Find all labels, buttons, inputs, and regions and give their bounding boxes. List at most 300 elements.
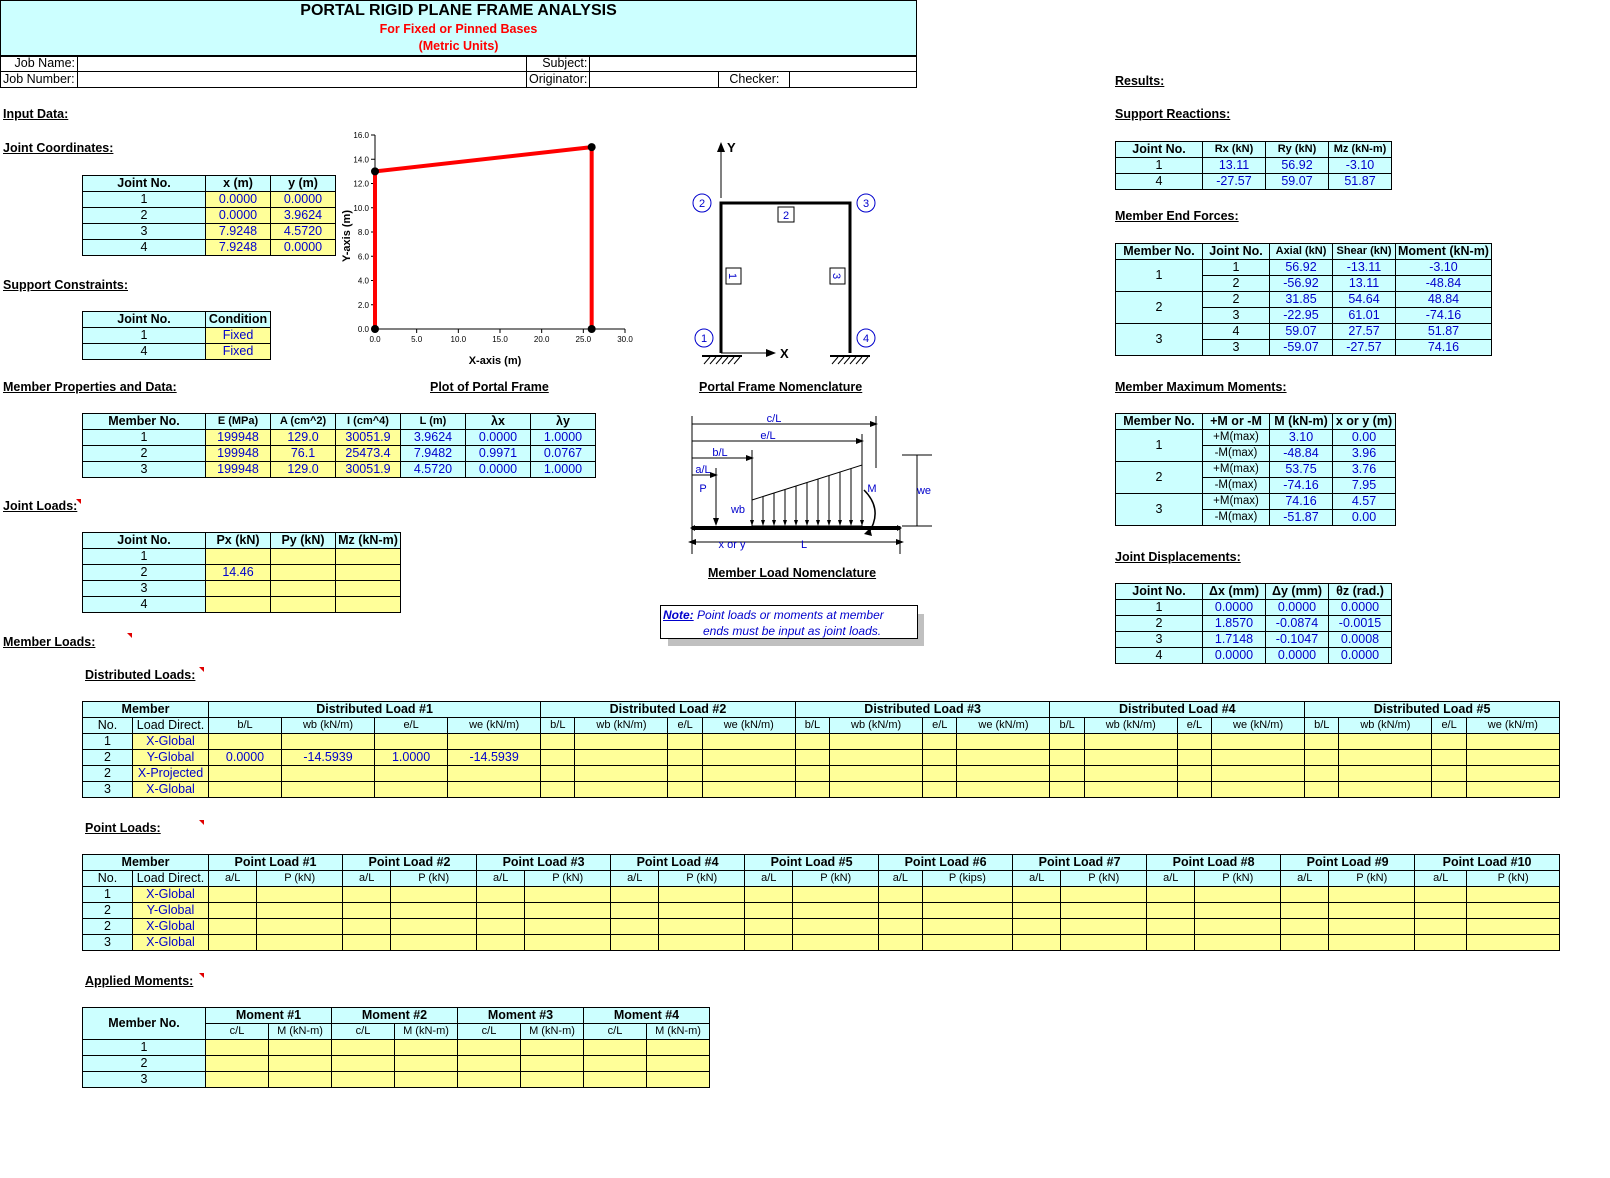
- moment-input[interactable]: [206, 1040, 269, 1056]
- load-input[interactable]: [282, 782, 375, 798]
- moment-input[interactable]: [521, 1056, 584, 1072]
- comment-flag[interactable]: [76, 499, 81, 504]
- distributed-loads-table: [82, 701, 1560, 798]
- point-loads-table: [82, 854, 1560, 951]
- x-input[interactable]: 7.9248: [206, 224, 271, 240]
- load-input[interactable]: [209, 782, 282, 798]
- load-input[interactable]: [702, 734, 795, 750]
- load-input[interactable]: [391, 919, 477, 935]
- mz-input[interactable]: [336, 549, 401, 565]
- load-input[interactable]: [209, 903, 257, 919]
- load-input[interactable]: [391, 903, 477, 919]
- wb-label: wb: [730, 504, 746, 516]
- load-input[interactable]: [611, 935, 659, 951]
- load-input[interactable]: [343, 887, 391, 903]
- load-input[interactable]: -14.5939: [282, 750, 375, 766]
- load-input[interactable]: [257, 903, 343, 919]
- sub-header: a/L: [209, 871, 257, 887]
- load-input[interactable]: [923, 750, 957, 766]
- load-input[interactable]: [923, 782, 957, 798]
- load-input[interactable]: [575, 766, 668, 782]
- load-input[interactable]: [375, 734, 448, 750]
- load-input[interactable]: [1432, 766, 1466, 782]
- moment-input[interactable]: [584, 1072, 647, 1088]
- load-input[interactable]: [1061, 919, 1147, 935]
- load-input[interactable]: [611, 919, 659, 935]
- moment-input[interactable]: [269, 1072, 332, 1088]
- moment-value: -74.16: [1270, 478, 1333, 494]
- load-input[interactable]: [1329, 935, 1415, 951]
- load-input[interactable]: [477, 903, 525, 919]
- moment-input[interactable]: [521, 1072, 584, 1088]
- load-input[interactable]: [793, 903, 879, 919]
- load-input[interactable]: [1432, 750, 1466, 766]
- a-input[interactable]: 129.0: [271, 462, 336, 478]
- condition-select[interactable]: Fixed: [206, 344, 271, 360]
- load-input[interactable]: [1281, 903, 1329, 919]
- y-input[interactable]: 4.5720: [271, 224, 336, 240]
- load-input[interactable]: [575, 750, 668, 766]
- col-header: Load Direct.: [133, 718, 209, 734]
- length-value: 7.9482: [401, 446, 466, 462]
- load-input[interactable]: [702, 782, 795, 798]
- load-input[interactable]: [659, 935, 745, 951]
- load-input[interactable]: [745, 935, 793, 951]
- member-no: 2: [1116, 292, 1203, 324]
- load-input[interactable]: [1084, 750, 1177, 766]
- load-input[interactable]: [668, 734, 702, 750]
- comment-flag[interactable]: [199, 667, 204, 672]
- col-header: Mz (kN-m): [336, 533, 401, 549]
- load-input[interactable]: [1177, 766, 1211, 782]
- load-input[interactable]: [1467, 887, 1560, 903]
- load-input[interactable]: [525, 903, 611, 919]
- load-input[interactable]: [1013, 919, 1061, 935]
- load-input[interactable]: [1466, 782, 1559, 798]
- moment-input[interactable]: [458, 1056, 521, 1072]
- moment-input[interactable]: [395, 1056, 458, 1072]
- i-input[interactable]: 25473.4: [336, 446, 401, 462]
- moment-input[interactable]: [332, 1056, 395, 1072]
- load-input[interactable]: [957, 766, 1050, 782]
- load-input[interactable]: [209, 919, 257, 935]
- load-input[interactable]: [830, 782, 923, 798]
- load-input[interactable]: [1305, 782, 1339, 798]
- load-direction-select[interactable]: X-Projected: [133, 766, 209, 782]
- load-input[interactable]: [1415, 935, 1467, 951]
- load-input[interactable]: [793, 919, 879, 935]
- load-input[interactable]: [1305, 734, 1339, 750]
- sub-header: c/L: [332, 1024, 395, 1040]
- condition-select[interactable]: Fixed: [206, 328, 271, 344]
- load-input[interactable]: [668, 766, 702, 782]
- load-input[interactable]: [745, 903, 793, 919]
- load-input[interactable]: [1281, 887, 1329, 903]
- location-value: 7.95: [1333, 478, 1396, 494]
- load-input[interactable]: [1050, 782, 1084, 798]
- load-input[interactable]: [745, 919, 793, 935]
- length-value: 4.5720: [401, 462, 466, 478]
- e-input[interactable]: 199948: [206, 446, 271, 462]
- moment-input[interactable]: [206, 1056, 269, 1072]
- col-header: Px (kN): [206, 533, 271, 549]
- load-input[interactable]: [209, 766, 282, 782]
- load-input[interactable]: [1084, 782, 1177, 798]
- load-input[interactable]: [477, 935, 525, 951]
- load-direction-select[interactable]: X-Global: [133, 887, 209, 903]
- comment-flag[interactable]: [199, 820, 204, 825]
- load-input[interactable]: [448, 766, 541, 782]
- load-input[interactable]: [209, 734, 282, 750]
- job-info-table: [0, 55, 917, 88]
- mz-input[interactable]: [336, 565, 401, 581]
- load-input[interactable]: [1212, 782, 1305, 798]
- load-input[interactable]: [795, 766, 829, 782]
- load-input[interactable]: [1177, 782, 1211, 798]
- load-input[interactable]: [1329, 919, 1415, 935]
- moment-input[interactable]: [584, 1056, 647, 1072]
- load-input[interactable]: [1339, 750, 1432, 766]
- plot-title: Plot of Portal Frame: [430, 380, 549, 394]
- checker-field[interactable]: [790, 72, 917, 88]
- moment-value: -51.87: [1270, 510, 1333, 526]
- py-input[interactable]: [271, 565, 336, 581]
- load-input[interactable]: [525, 935, 611, 951]
- job-number-field[interactable]: [78, 72, 527, 88]
- load-input[interactable]: [1467, 935, 1560, 951]
- load-input[interactable]: [1084, 766, 1177, 782]
- mz-input[interactable]: [336, 597, 401, 613]
- moment-input[interactable]: [458, 1072, 521, 1088]
- member-properties-heading: Member Properties and Data:: [3, 380, 177, 394]
- load-input[interactable]: [1013, 887, 1061, 903]
- sub-header: wb (kN/m): [282, 718, 375, 734]
- load-input[interactable]: [1339, 766, 1432, 782]
- load-input[interactable]: [375, 766, 448, 782]
- load-input[interactable]: [1339, 782, 1432, 798]
- moment-input[interactable]: [458, 1040, 521, 1056]
- load-input[interactable]: [477, 887, 525, 903]
- load-input[interactable]: [257, 887, 343, 903]
- moment-input[interactable]: [332, 1040, 395, 1056]
- load-input[interactable]: [1415, 919, 1467, 935]
- load-input[interactable]: [1466, 734, 1559, 750]
- joint-no: 1: [83, 328, 206, 344]
- load-input[interactable]: [611, 903, 659, 919]
- load-input[interactable]: [1467, 919, 1560, 935]
- load-input[interactable]: [702, 750, 795, 766]
- group-header: Point Load #6: [879, 855, 1013, 871]
- sub-header: we (kN/m): [1466, 718, 1559, 734]
- lambda-y-value: 1.0000: [531, 462, 596, 478]
- x-input[interactable]: 7.9248: [206, 240, 271, 256]
- load-input[interactable]: [1432, 782, 1466, 798]
- col-header: Member: [83, 702, 209, 718]
- load-input[interactable]: [957, 782, 1050, 798]
- member-label: 1: [726, 272, 738, 280]
- load-input[interactable]: [1177, 734, 1211, 750]
- col-header: Joint No.: [1116, 584, 1203, 600]
- x-input[interactable]: 0.0000: [206, 208, 271, 224]
- load-direction-select[interactable]: X-Global: [133, 782, 209, 798]
- load-input[interactable]: [923, 766, 957, 782]
- m-label: M: [867, 483, 877, 495]
- arrow-head-icon: [870, 421, 878, 427]
- load-input[interactable]: [1466, 750, 1559, 766]
- load-input[interactable]: [879, 919, 923, 935]
- load-input[interactable]: [282, 766, 375, 782]
- x-input[interactable]: 0.0000: [206, 192, 271, 208]
- load-input[interactable]: [541, 782, 575, 798]
- load-direction-select[interactable]: Y-Global: [133, 903, 209, 919]
- load-input[interactable]: [879, 887, 923, 903]
- load-input[interactable]: [879, 903, 923, 919]
- py-input[interactable]: [271, 549, 336, 565]
- load-direction-select[interactable]: X-Global: [133, 734, 209, 750]
- load-input[interactable]: [795, 734, 829, 750]
- load-input[interactable]: [795, 750, 829, 766]
- moment-input[interactable]: [206, 1072, 269, 1088]
- load-input[interactable]: [209, 887, 257, 903]
- load-input[interactable]: [1195, 903, 1281, 919]
- moment-input[interactable]: [521, 1040, 584, 1056]
- load-input[interactable]: [830, 766, 923, 782]
- load-input[interactable]: [793, 935, 879, 951]
- px-input[interactable]: 14.46: [206, 565, 271, 581]
- col-header: Joint No.: [83, 176, 206, 192]
- px-input[interactable]: [206, 597, 271, 613]
- load-input[interactable]: [391, 935, 477, 951]
- job-name-label: Job Name:: [1, 56, 78, 72]
- load-input[interactable]: [1281, 919, 1329, 935]
- comment-flag[interactable]: [127, 633, 132, 638]
- load-input[interactable]: [1147, 887, 1195, 903]
- load-input[interactable]: [1195, 935, 1281, 951]
- load-input[interactable]: [209, 935, 257, 951]
- sub-header: M (kN-m): [647, 1024, 710, 1040]
- a-input[interactable]: 76.1: [271, 446, 336, 462]
- subject-field[interactable]: [590, 56, 917, 72]
- px-input[interactable]: [206, 581, 271, 597]
- load-input[interactable]: [879, 935, 923, 951]
- load-input[interactable]: [391, 887, 477, 903]
- px-input[interactable]: [206, 549, 271, 565]
- load-input[interactable]: [575, 782, 668, 798]
- group-header: Distributed Load #2: [541, 702, 796, 718]
- load-input[interactable]: [1329, 887, 1415, 903]
- e-input[interactable]: 199948: [206, 462, 271, 478]
- load-input[interactable]: [1466, 766, 1559, 782]
- load-input[interactable]: [575, 734, 668, 750]
- comment-flag[interactable]: [199, 973, 204, 978]
- moment-input[interactable]: [647, 1056, 710, 1072]
- load-input[interactable]: [793, 887, 879, 903]
- load-input[interactable]: [1050, 734, 1084, 750]
- load-input[interactable]: [830, 750, 923, 766]
- load-input[interactable]: [1177, 750, 1211, 766]
- load-input[interactable]: [922, 903, 1012, 919]
- page-subtitle: For Fixed or Pinned Bases: [379, 22, 538, 36]
- group-header: Point Load #10: [1415, 855, 1560, 871]
- load-input[interactable]: [1061, 903, 1147, 919]
- note-line2: ends must be input as joint loads.: [703, 624, 882, 638]
- moment-value: -48.84: [1270, 446, 1333, 462]
- load-input[interactable]: [343, 919, 391, 935]
- load-input[interactable]: [1212, 750, 1305, 766]
- load-input[interactable]: [923, 734, 957, 750]
- axial-value: 31.85: [1270, 292, 1333, 308]
- load-input[interactable]: [1415, 887, 1467, 903]
- moment-input[interactable]: [584, 1040, 647, 1056]
- load-input[interactable]: [1415, 903, 1467, 919]
- load-input[interactable]: [1305, 766, 1339, 782]
- moment-input[interactable]: [395, 1072, 458, 1088]
- load-input[interactable]: [1195, 919, 1281, 935]
- load-input[interactable]: [957, 734, 1050, 750]
- group-header: Distributed Load #1: [209, 702, 541, 718]
- group-header: Point Load #4: [611, 855, 745, 871]
- originator-field[interactable]: [590, 72, 719, 88]
- point-loads-heading: Point Loads:: [85, 821, 161, 835]
- col-header: No.: [83, 718, 133, 734]
- load-input[interactable]: [1281, 935, 1329, 951]
- load-input[interactable]: [659, 887, 745, 903]
- load-input[interactable]: 1.0000: [375, 750, 448, 766]
- joint-loads-table: [82, 532, 401, 613]
- moment-input[interactable]: [269, 1040, 332, 1056]
- load-input[interactable]: [1061, 935, 1147, 951]
- load-input[interactable]: [257, 935, 343, 951]
- dx-value: 1.7148: [1203, 632, 1266, 648]
- dy-value: -0.1047: [1266, 632, 1329, 648]
- y-input[interactable]: 0.0000: [271, 240, 336, 256]
- load-input[interactable]: [922, 935, 1012, 951]
- load-input[interactable]: [541, 766, 575, 782]
- load-input[interactable]: [1013, 935, 1061, 951]
- joint-no: 2: [83, 565, 206, 581]
- i-input[interactable]: 30051.9: [336, 462, 401, 478]
- load-input[interactable]: [611, 887, 659, 903]
- load-input[interactable]: [1050, 766, 1084, 782]
- y-tick-label: 8.0: [357, 228, 369, 237]
- col-header: I (cm^4): [336, 414, 401, 430]
- load-input[interactable]: [541, 734, 575, 750]
- load-input[interactable]: [1147, 903, 1195, 919]
- py-input[interactable]: [271, 581, 336, 597]
- arrow-head-icon: [713, 518, 719, 526]
- load-input[interactable]: [1339, 734, 1432, 750]
- load-input[interactable]: [282, 734, 375, 750]
- joint-coordinates-table: [82, 175, 336, 256]
- load-input[interactable]: [1305, 750, 1339, 766]
- load-input[interactable]: [257, 919, 343, 935]
- load-input[interactable]: -14.5939: [448, 750, 541, 766]
- sub-header: a/L: [1013, 871, 1061, 887]
- dx-value: 1.8570: [1203, 616, 1266, 632]
- load-input[interactable]: [525, 887, 611, 903]
- moment-value: -48.84: [1396, 276, 1492, 292]
- load-input[interactable]: [1212, 766, 1305, 782]
- load-input[interactable]: [1195, 887, 1281, 903]
- load-input[interactable]: [795, 782, 829, 798]
- load-input[interactable]: [1084, 734, 1177, 750]
- moment-input[interactable]: [647, 1040, 710, 1056]
- load-direction-select[interactable]: X-Global: [133, 935, 209, 951]
- load-input[interactable]: [1050, 750, 1084, 766]
- load-input[interactable]: [830, 734, 923, 750]
- load-input[interactable]: [375, 782, 448, 798]
- load-input[interactable]: [922, 887, 1012, 903]
- i-input[interactable]: 30051.9: [336, 430, 401, 446]
- y-input[interactable]: 3.9624: [271, 208, 336, 224]
- subject-label: Subject:: [527, 56, 590, 72]
- load-direction-select[interactable]: X-Global: [133, 919, 209, 935]
- load-input[interactable]: [957, 750, 1050, 766]
- arrow-head-icon: [860, 520, 864, 526]
- load-input[interactable]: [343, 903, 391, 919]
- py-input[interactable]: [271, 597, 336, 613]
- arrow-head-icon: [750, 520, 754, 526]
- load-input[interactable]: [659, 903, 745, 919]
- load-input[interactable]: [668, 750, 702, 766]
- load-input[interactable]: [659, 919, 745, 935]
- member-no: 3: [83, 1072, 206, 1088]
- load-input[interactable]: [1329, 903, 1415, 919]
- load-input[interactable]: [1061, 887, 1147, 903]
- moment-input[interactable]: [269, 1056, 332, 1072]
- moment-type: +M(max): [1203, 430, 1270, 446]
- length-value: 3.9624: [401, 430, 466, 446]
- sub-header: P (kN): [1195, 871, 1281, 887]
- moment-input[interactable]: [332, 1072, 395, 1088]
- load-input[interactable]: [477, 919, 525, 935]
- moment-value: 48.84: [1396, 292, 1492, 308]
- load-input[interactable]: [1147, 919, 1195, 935]
- y-tick-label: 10.0: [353, 203, 369, 213]
- joint-no: 2: [1203, 276, 1270, 292]
- applied-moments-table: [82, 1007, 710, 1088]
- load-input[interactable]: [448, 782, 541, 798]
- col-header: Mz (kN-m): [1329, 142, 1392, 158]
- load-direction-select[interactable]: Y-Global: [133, 750, 209, 766]
- load-input[interactable]: [1467, 903, 1560, 919]
- moment-input[interactable]: [647, 1072, 710, 1088]
- job-name-field[interactable]: [78, 56, 527, 72]
- load-input[interactable]: [1013, 903, 1061, 919]
- y-axis-arrow: [717, 142, 725, 152]
- x-tick-label: 25.0: [575, 335, 592, 344]
- a-input[interactable]: 129.0: [271, 430, 336, 446]
- mz-input[interactable]: [336, 581, 401, 597]
- load-input[interactable]: [668, 782, 702, 798]
- load-input[interactable]: 0.0000: [209, 750, 282, 766]
- load-input[interactable]: [922, 919, 1012, 935]
- load-input[interactable]: [1432, 734, 1466, 750]
- arrow-head-icon: [783, 520, 787, 526]
- load-input[interactable]: [343, 935, 391, 951]
- load-input[interactable]: [1212, 734, 1305, 750]
- load-input[interactable]: [525, 919, 611, 935]
- col-header: x (m): [206, 176, 271, 192]
- moment-input[interactable]: [395, 1040, 458, 1056]
- load-input[interactable]: [541, 750, 575, 766]
- y-input[interactable]: 0.0000: [271, 192, 336, 208]
- load-input[interactable]: [448, 734, 541, 750]
- load-input[interactable]: [745, 887, 793, 903]
- e-input[interactable]: 199948: [206, 430, 271, 446]
- load-input[interactable]: [702, 766, 795, 782]
- load-input[interactable]: [1147, 935, 1195, 951]
